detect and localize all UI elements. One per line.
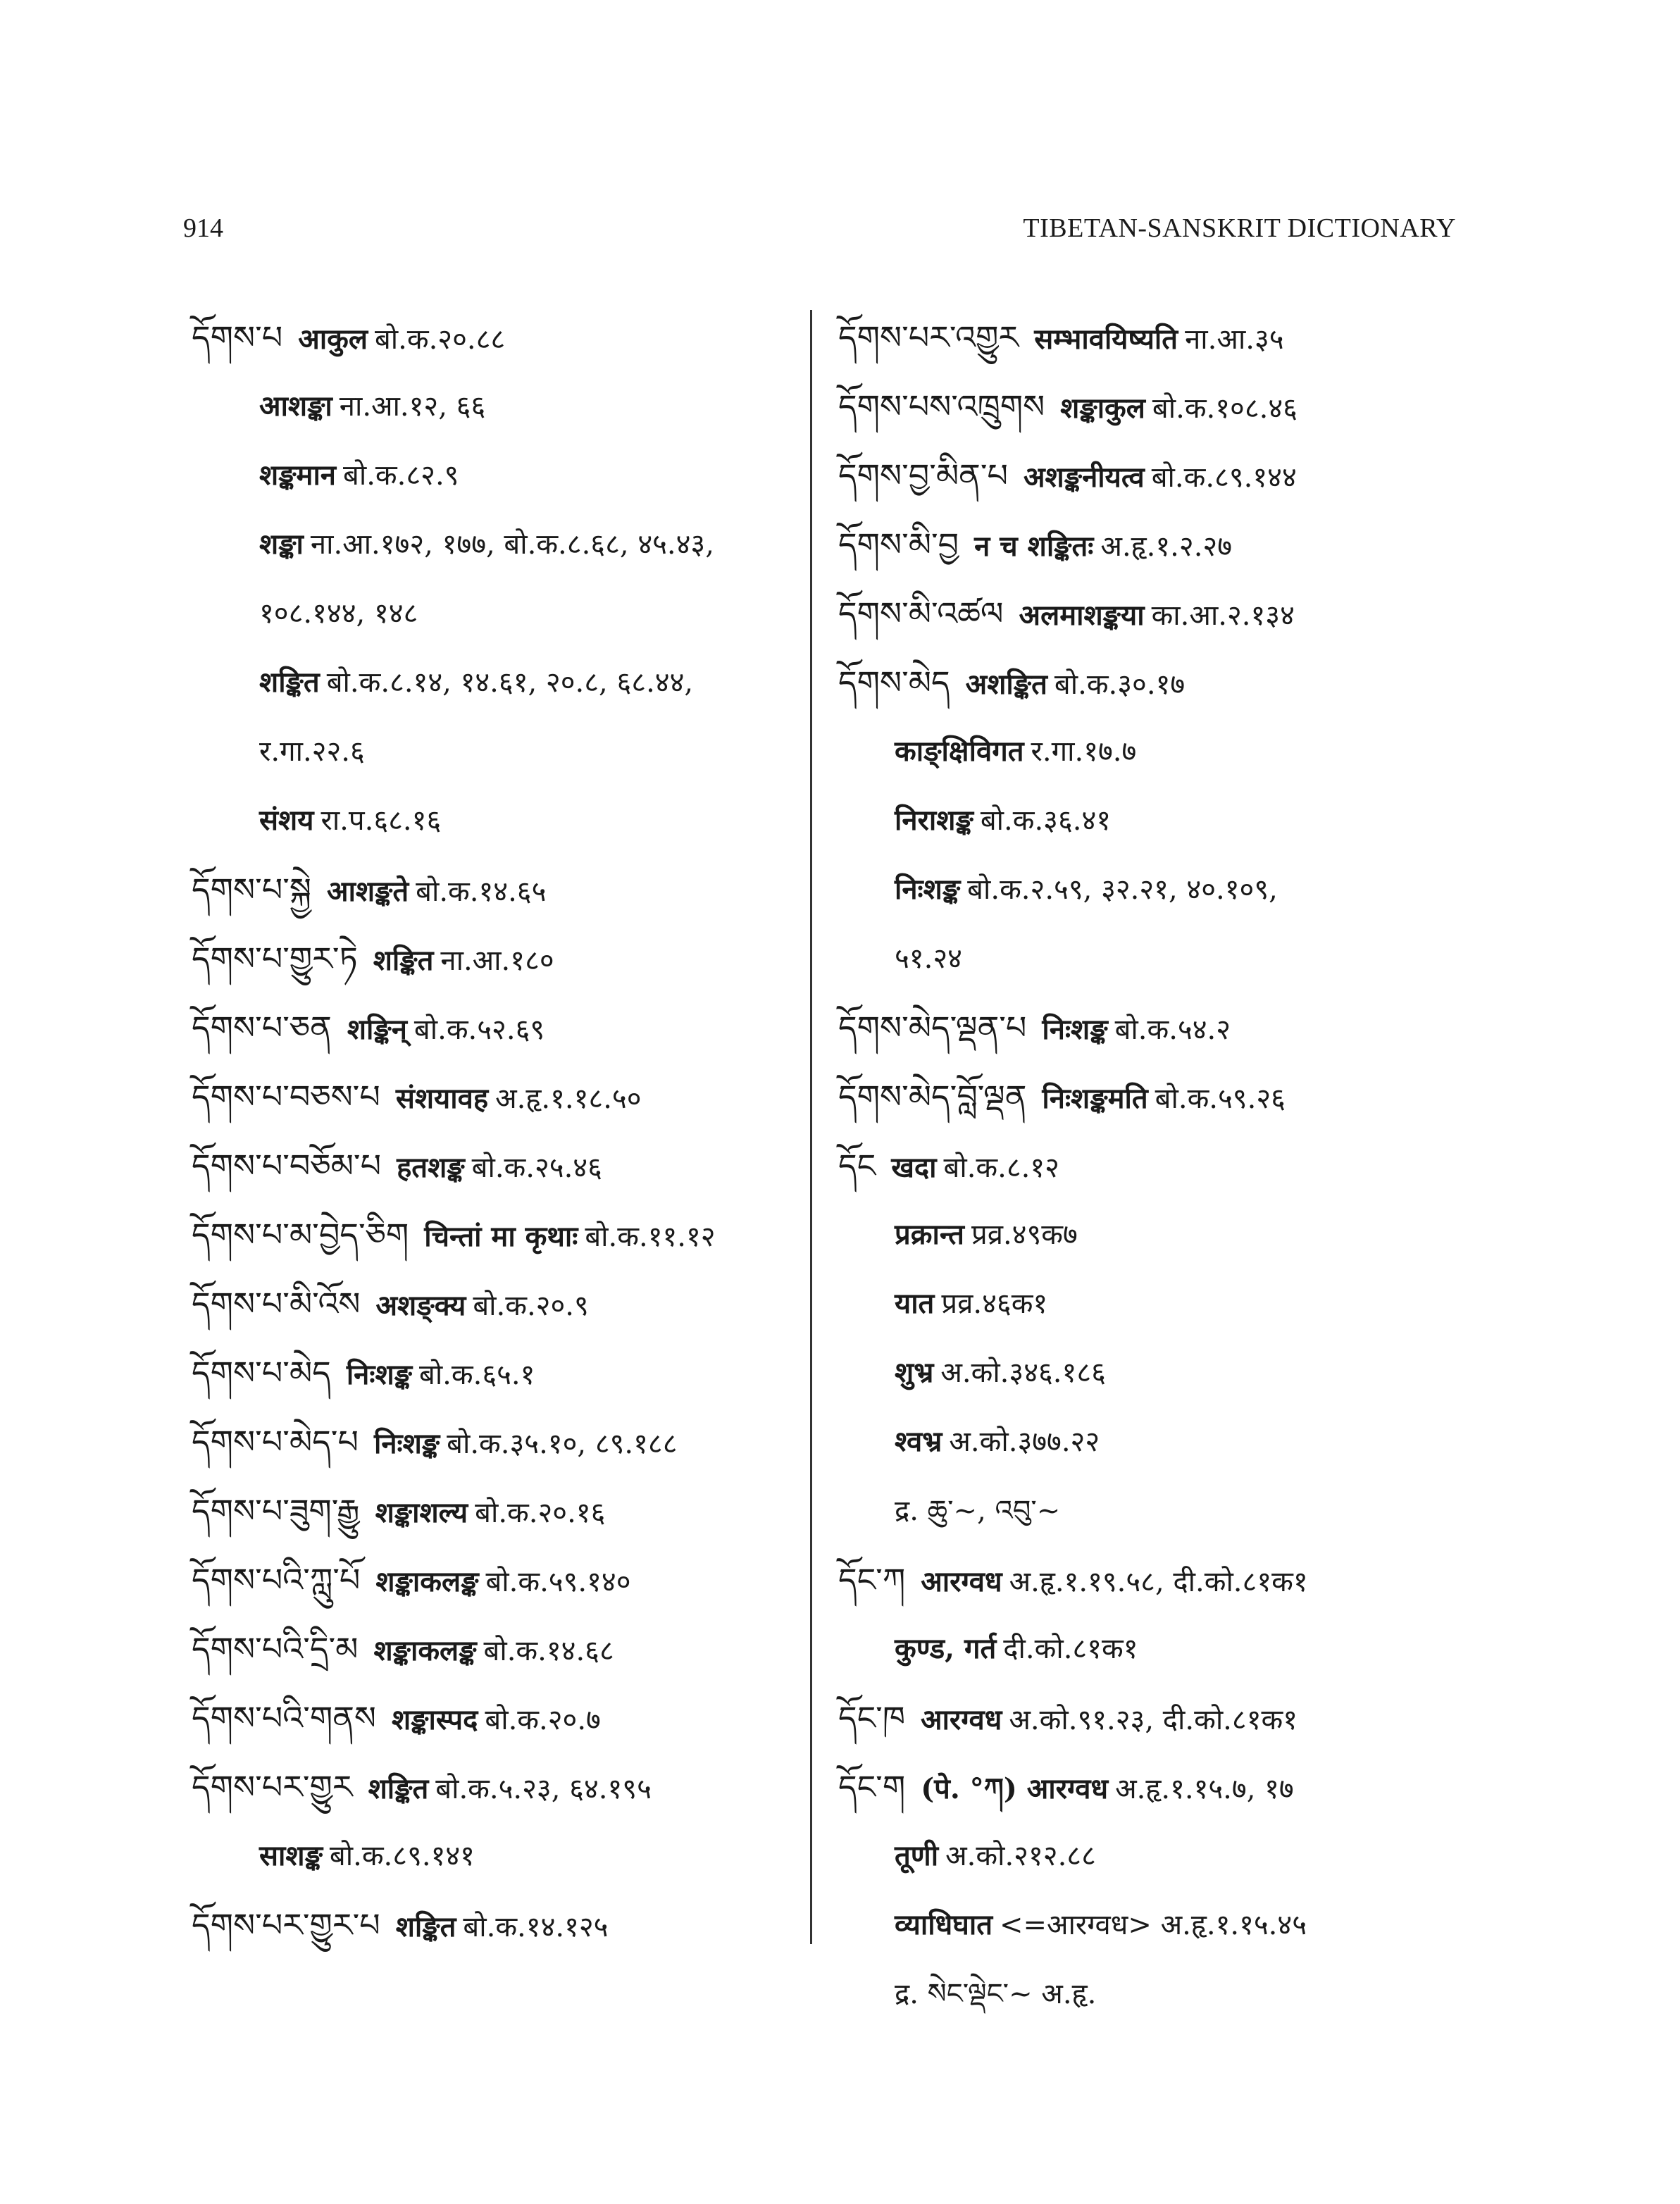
sanskrit-equivalent: प्रक्रान्त xyxy=(895,1218,964,1251)
source-reference: बो.क.२०.८८ xyxy=(374,323,506,356)
source-reference: बो.क.८.१४, १४.६१, २०.८, ६८.४४, xyxy=(326,666,694,699)
tibetan-headword: དོང་ཁ xyxy=(838,1699,906,1737)
dictionary-entry xyxy=(838,510,1458,579)
tibetan-headword: དོགས་མེད xyxy=(838,664,950,702)
running-head: TIBETAN-SANSKRIT DICTIONARY xyxy=(1023,213,1456,243)
sanskrit-equivalent: सम्भावयिष्यति xyxy=(1034,323,1178,356)
sub-entry xyxy=(838,1891,1458,1960)
source-reference: बो.क.५९.१४० xyxy=(485,1566,631,1598)
source-reference: बो.क.२.५९, ३२.२१, ४०.१०९, xyxy=(967,873,1278,906)
tibetan-headword: དོགས་པ་ཅན xyxy=(192,1009,332,1047)
sanskrit-equivalent: खदा xyxy=(891,1151,937,1184)
source-reference: बो.क.१४.६५ xyxy=(416,876,547,908)
dictionary-entry xyxy=(192,1200,804,1269)
sub-entry xyxy=(192,648,804,717)
dictionary-entry xyxy=(838,1752,1458,1822)
source-reference: द्र. སེང་ལྡེང་~ अ.हृ. xyxy=(895,1978,1097,2010)
dictionary-entry xyxy=(192,1545,804,1614)
sanskrit-equivalent: साशङ्क xyxy=(259,1839,323,1872)
page-number: 914 xyxy=(183,213,223,243)
source-reference: बो.क.२०.७ xyxy=(485,1704,601,1736)
sub-entry xyxy=(192,510,804,579)
sanskrit-equivalent: निःशङ्क xyxy=(895,873,961,906)
source-reference: का.आ.२.१३४ xyxy=(1151,599,1295,632)
source-reference: अ.हृ.१.१५.७, १७ xyxy=(1115,1773,1294,1805)
sanskrit-equivalent: शङ्काकलङ्क xyxy=(373,1634,477,1667)
source-reference: बो.क.५.२३, ६४.१९५ xyxy=(435,1773,652,1805)
dictionary-entry xyxy=(192,1131,804,1200)
tibetan-headword: དོགས་པའི་གནས xyxy=(192,1699,376,1737)
sanskrit-equivalent: अशङ्क्य xyxy=(375,1289,466,1322)
source-reference: ना.आ.१७२, १७७, बो.क.८.६८, ४५.४३, xyxy=(310,528,714,561)
left-column xyxy=(192,303,804,1960)
sanskrit-equivalent: निःशङ्क xyxy=(373,1427,440,1460)
sanskrit-equivalent: व्याधिघात xyxy=(895,1908,993,1941)
sub-entry xyxy=(838,1338,1458,1407)
sanskrit-equivalent: यात xyxy=(895,1287,935,1320)
source-reference: अ.हृ.१.२.२७ xyxy=(1100,530,1233,563)
sanskrit-equivalent: शङ्कित xyxy=(395,1910,456,1943)
tibetan-headword: དོགས་པ xyxy=(192,318,283,356)
continuation-line xyxy=(192,717,804,786)
sanskrit-equivalent: निराशङ्क xyxy=(895,804,973,837)
dictionary-entry xyxy=(838,441,1458,510)
source-reference: अ.को.३७७.२२ xyxy=(949,1426,1100,1458)
sanskrit-equivalent: कुण्ड, गर्त xyxy=(895,1632,997,1665)
sub-entry xyxy=(838,1822,1458,1891)
dictionary-entry xyxy=(192,993,804,1062)
source-reference: अ.हृ.१.१९.५८, दी.को.८१क१ xyxy=(1009,1566,1308,1598)
sanskrit-equivalent: संशयावह xyxy=(395,1082,489,1115)
tibetan-headword: དོགས་བྱ་མིན་པ xyxy=(838,456,1008,494)
source-reference: बो.क.६५.१ xyxy=(418,1359,535,1391)
source-reference: बो.क.१४.१२५ xyxy=(463,1911,609,1943)
sanskrit-equivalent: हतशङ्क xyxy=(397,1151,465,1184)
tibetan-headword: དོང་ག xyxy=(838,1768,906,1806)
tibetan-headword: དོགས་པ་གྱུར་ཏེ xyxy=(192,940,358,978)
source-reference: बो.क.२०.१६ xyxy=(475,1497,606,1529)
source-reference: बो.क.५९.२६ xyxy=(1155,1083,1286,1115)
sub-entry xyxy=(192,441,804,510)
dictionary-entry xyxy=(838,579,1458,648)
sanskrit-equivalent: निःशङ्क xyxy=(1042,1013,1108,1046)
dictionary-entry xyxy=(192,1476,804,1545)
sub-entry xyxy=(838,1476,1458,1545)
source-reference: रा.प.६८.१६ xyxy=(321,804,442,837)
dictionary-entry xyxy=(838,1062,1458,1131)
tibetan-headword: དོགས་པར་གྱུར་པ xyxy=(192,1906,380,1944)
dictionary-entry xyxy=(838,1683,1458,1752)
dictionary-entry xyxy=(192,1407,804,1476)
sanskrit-equivalent: शङ्कित xyxy=(373,944,434,977)
sanskrit-equivalent: शङ्का xyxy=(259,528,304,561)
source-reference: बो.क.१०८.४६ xyxy=(1152,392,1298,425)
dictionary-entry xyxy=(192,303,804,372)
tibetan-headword: དོགས་མེད་བློ་ལྡན xyxy=(838,1078,1027,1116)
sanskrit-equivalent: शङ्काशल्य xyxy=(375,1496,468,1529)
dictionary-entry xyxy=(838,1131,1458,1200)
source-reference: प्रव्र.४६क१ xyxy=(941,1288,1048,1320)
source-reference: <=आरग्वध> अ.हृ.१.१५.४५ xyxy=(1000,1909,1307,1941)
sanskrit-equivalent: संशय xyxy=(259,804,314,837)
sanskrit-equivalent: आकुल xyxy=(298,323,368,356)
dictionary-entry xyxy=(192,1269,804,1338)
source-reference: अ.को.९१.२३, दी.को.८१क१ xyxy=(1009,1704,1298,1736)
sub-entry xyxy=(838,1960,1458,2029)
tibetan-headword: དོགས་པ་མ་བྱེད་ཅིག xyxy=(192,1216,409,1254)
sanskrit-equivalent: आशङ्का xyxy=(259,390,332,423)
sanskrit-equivalent: शङ्कमान xyxy=(259,459,336,492)
source-reference: अ.हृ.१.१८.५० xyxy=(495,1083,642,1115)
dictionary-entry xyxy=(838,1545,1458,1614)
sanskrit-equivalent: आशङ्कते xyxy=(326,875,409,908)
source-reference: बो.क.५२.६९ xyxy=(413,1014,545,1046)
sub-entry xyxy=(192,1822,804,1891)
source-reference: बो.क.११.१२ xyxy=(585,1221,716,1253)
sub-entry xyxy=(838,1407,1458,1476)
dictionary-entry xyxy=(838,372,1458,441)
tibetan-headword: དོགས་པ་མི་འོས xyxy=(192,1285,361,1323)
tibetan-headword: དོགས་པའི་ཀླུ་པོ xyxy=(192,1561,361,1599)
source-reference: र.गा.१७.७ xyxy=(1031,735,1137,768)
tibetan-headword: དོགས་མེད་ལྡན་པ xyxy=(838,1009,1027,1047)
sub-entry xyxy=(838,786,1458,855)
sub-entry xyxy=(192,786,804,855)
sanskrit-equivalent: शङ्किन् xyxy=(347,1013,407,1046)
source-reference: बो.क.३०.१७ xyxy=(1054,668,1186,701)
sub-entry xyxy=(838,717,1458,786)
right-column xyxy=(838,303,1458,2029)
source-reference: बो.क.५४.२ xyxy=(1114,1014,1231,1046)
sanskrit-equivalent: शुभ्र xyxy=(895,1356,934,1389)
source-reference: बो.क.८.१२ xyxy=(943,1152,1059,1184)
source-reference: बो.क.१४.६८ xyxy=(483,1635,614,1667)
source-reference: प्रव्र.४९क७ xyxy=(971,1219,1078,1251)
source-reference: ना.आ.१२, ६६ xyxy=(339,390,486,423)
dictionary-entry xyxy=(192,1891,804,1960)
sanskrit-equivalent: निःशङ्क xyxy=(346,1358,412,1391)
sanskrit-equivalent: शङ्कास्पद xyxy=(391,1703,478,1736)
sanskrit-equivalent: न च शङ्कितः xyxy=(974,530,1094,563)
dictionary-entry xyxy=(192,924,804,993)
tibetan-headword: དོགས་པས་འཁྲུགས xyxy=(838,387,1045,425)
tibetan-headword: དོགས་པ་བཅས་པ xyxy=(192,1078,380,1116)
sanskrit-equivalent: काङ्क्षिविगत xyxy=(895,735,1024,768)
source-reference: बो.क.२०.९ xyxy=(473,1290,589,1322)
sanskrit-equivalent: आरग्वध xyxy=(921,1703,1002,1736)
sub-entry xyxy=(838,1614,1458,1683)
tibetan-headword: དོགས་པ་སྐྱེ xyxy=(192,871,311,909)
source-reference: बो.क.२५.४६ xyxy=(471,1152,602,1184)
source-reference: अ.को.३४६.१८६ xyxy=(940,1357,1106,1389)
sanskrit-equivalent: (पे. °ཀ) आरग्वध xyxy=(921,1772,1109,1805)
source-reference: बो.क.८९.१४४ xyxy=(1151,461,1297,494)
dictionary-entry xyxy=(838,648,1458,717)
sanskrit-equivalent: शङ्कित xyxy=(259,666,320,699)
sanskrit-equivalent: शङ्काकलङ्क xyxy=(375,1565,479,1598)
tibetan-headword: དོགས་པ་མེད xyxy=(192,1354,331,1392)
dictionary-entry xyxy=(192,1752,804,1822)
tibetan-headword: དོགས་པ་མེད་པ xyxy=(192,1423,359,1461)
dictionary-entry xyxy=(838,993,1458,1062)
source-reference: द्र. ཆུ་~, འབུ་~ xyxy=(895,1495,1061,1527)
sanskrit-equivalent: तूणी xyxy=(895,1839,939,1872)
source-reference: अ.को.२१२.८८ xyxy=(945,1840,1096,1872)
continuation-line xyxy=(192,579,804,648)
sanskrit-equivalent: शङ्कित xyxy=(368,1772,429,1805)
tibetan-headword: དོང་ཀ xyxy=(838,1561,906,1599)
source-reference: दी.को.८१क१ xyxy=(1003,1633,1138,1665)
dictionary-entry xyxy=(192,1338,804,1407)
sanskrit-equivalent: निःशङ्कमति xyxy=(1042,1082,1148,1115)
tibetan-headword: དོགས་པའི་དྲི་མ xyxy=(192,1630,359,1668)
sub-entry xyxy=(838,855,1458,924)
sub-entry xyxy=(838,1269,1458,1338)
tibetan-headword: དོང xyxy=(838,1147,876,1185)
sanskrit-equivalent: अशङ्कनीयत्व xyxy=(1023,461,1145,494)
source-reference: ना.आ.३५ xyxy=(1185,323,1284,356)
sub-entry xyxy=(192,372,804,441)
sanskrit-equivalent: आरग्वध xyxy=(921,1565,1002,1598)
source-reference: ना.आ.१८० xyxy=(440,945,554,977)
dictionary-entry xyxy=(192,1062,804,1131)
source-reference: १०८.१४४, १४८ xyxy=(259,597,418,630)
dictionary-entry xyxy=(192,1683,804,1752)
source-reference: बो.क.३६.४१ xyxy=(980,804,1112,837)
sanskrit-equivalent: अलमाशङ्कया xyxy=(1019,599,1145,632)
tibetan-headword: དོགས་པ་བཅོམ་པ xyxy=(192,1147,382,1185)
source-reference: ५१.२४ xyxy=(895,942,962,975)
dictionary-entry xyxy=(192,1614,804,1683)
sanskrit-equivalent: श्वभ्र xyxy=(895,1425,942,1458)
sanskrit-equivalent: शङ्काकुल xyxy=(1060,392,1145,425)
tibetan-headword: དོགས་པར་འགྱུར xyxy=(838,318,1019,356)
source-reference: बो.क.८२.९ xyxy=(343,459,459,492)
source-reference: बो.क.८९.१४१ xyxy=(329,1840,475,1872)
tibetan-headword: དོགས་མི་བྱ xyxy=(838,525,959,564)
source-reference: र.गा.२२.६ xyxy=(259,735,365,768)
column-divider xyxy=(810,310,812,1944)
continuation-line xyxy=(838,924,1458,993)
source-reference: बो.क.३५.१०, ८९.१८८ xyxy=(447,1428,678,1460)
tibetan-headword: དོགས་པ་ཟུག་རྒྱུ xyxy=(192,1492,360,1530)
sanskrit-equivalent: चिन्तां मा कृथाः xyxy=(424,1220,578,1253)
tibetan-headword: དོགས་མི་འཚལ xyxy=(838,594,1004,633)
tibetan-headword: དོགས་པར་གྱུར xyxy=(192,1768,353,1806)
sanskrit-equivalent: अशङ्कित xyxy=(965,668,1047,701)
sub-entry xyxy=(838,1200,1458,1269)
dictionary-entry xyxy=(192,855,804,924)
dictionary-entry xyxy=(838,303,1458,372)
